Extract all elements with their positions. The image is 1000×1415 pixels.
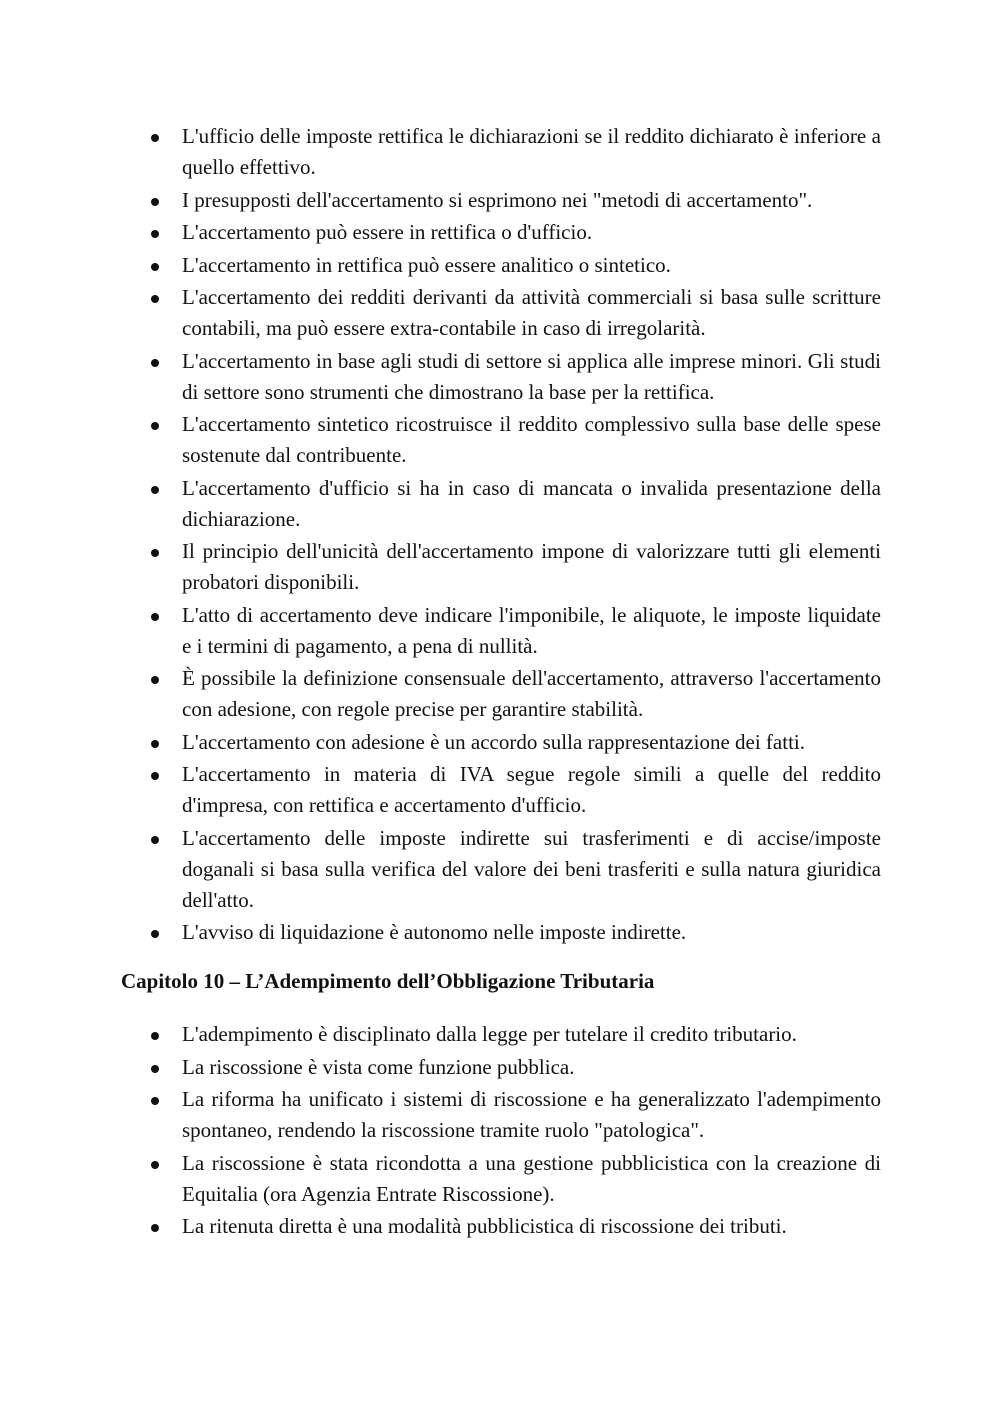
list-item-text: L'accertamento d'ufficio si ha in caso di mancata o invalida presentazione della dichiarazione. [182,475,881,531]
bullet-icon [151,198,159,206]
list-item-text: L'ufficio delle imposte rettifica le dichiarazioni se il reddito dichiarato è inferiore a quello effettivo. [182,124,881,179]
list-item-text: L'accertamento sintetico ricostruisce il reddito complessivo sulla base delle spese sostenute dal contribuente. [182,412,881,467]
list-item [121,600,881,662]
list-item-text: L'accertamento in base agli studi di settore si applica alle imprese minori. Gli studi di settore sono strumenti che dimostrano la base per la rettifica. [182,348,881,404]
list-item [121,759,881,821]
bullet-icon [151,1065,159,1073]
list-item-text: L'avviso di liquidazione è autonomo nelle imposte indirette. [182,920,687,944]
list-item [121,536,881,598]
list-item-text: L'accertamento con adesione è un accordo sulla rappresentazione dei fatti. [182,729,805,754]
list-item-text: L'adempimento è disciplinato dalla legge per tutelare il credito tributario. [182,1022,797,1046]
list-item-text: L'accertamento in rettifica può essere analitico o sintetico. [182,252,671,277]
list-item [121,1052,881,1083]
bullet-icon [151,740,159,748]
list-item-text: La riscossione è vista come funzione pubblica. [182,1054,575,1079]
list-item-text: La riscossione è stata ricondotta a una gestione pubblicistica con la creazione di Equitalia (ora Agenzia Entrate Riscossione). [182,1150,881,1206]
bullet-icon [151,930,159,938]
list-item [121,1084,881,1146]
list-item-text: L'accertamento può essere in rettifica o d'ufficio. [182,220,593,244]
bullet-icon [151,836,159,844]
list-item-text: Il principio dell'unicità dell'accertamento impone di valorizzare tutti gli elementi probatori disponibili. [182,539,881,594]
chapter-heading: Capitolo 10 – L’Adempimento dell’Obbligazione Tributaria [121,969,655,993]
bullet-icon [151,676,159,684]
bullet-icon [151,613,159,621]
list-item-text: L'accertamento in materia di IVA segue regole simili a quelle del reddito d'impresa, con rettifica e accertamento d'ufficio. [182,762,881,817]
bullet-icon [151,549,159,557]
list-item [121,1211,881,1242]
bullet-icon [151,263,159,271]
list-item [121,473,881,535]
list-item-text: L'accertamento dei redditi derivanti da attività commerciali si basa sulle scritture contabili, ma può essere extra-contabile in caso di irregolarità. [182,285,881,340]
bullet-icon [151,1032,159,1040]
list-item [121,346,881,408]
list-item [121,250,881,281]
list-item [121,409,881,471]
list-item [121,217,881,248]
page-content [121,121,881,1244]
list-item-text: L'accertamento delle imposte indirette sui trasferimenti e di accise/imposte doganali si basa sulla verifica del valore dei beni trasferiti e sulla natura giuridica dell'atto. [182,825,881,912]
list-item [121,282,881,344]
list-item-text: La ritenuta diretta è una modalità pubblicistica di riscossione dei tributi. [182,1214,787,1238]
bullet-icon [151,230,159,238]
list-item [121,1019,881,1050]
bullet-icon [151,1224,159,1232]
list-item [121,1148,881,1210]
bullet-icon [151,486,159,494]
bullet-icon [151,134,159,142]
list-item-text: I presupposti dell'accertamento si esprimono nei "metodi di accertamento". [182,187,813,212]
adempimento-bullet-list [121,1019,881,1242]
list-item [121,823,881,916]
list-item [121,663,881,725]
bullet-icon [151,359,159,367]
bullet-icon [151,772,159,780]
list-item [121,185,881,216]
list-item-text: La riforma ha unificato i sistemi di riscossione e ha generalizzato l'adempimento spontaneo, rendendo la riscossione tramite ruolo "patologica". [182,1087,881,1142]
bullet-icon [151,1097,159,1105]
bullet-icon [151,422,159,430]
list-item-text: È possibile la definizione consensuale dell'accertamento, attraverso l'accertamento con adesione, con regole precise per garantire stabilità. [182,666,881,721]
bullet-icon [151,295,159,303]
accertamento-bullet-list [121,121,881,948]
list-item [121,917,881,948]
list-item [121,727,881,758]
list-item-text: L'atto di accertamento deve indicare l'imponibile, le aliquote, le imposte liquidate e i termini di pagamento, a pena di nullità. [182,602,881,658]
bullet-icon [151,1161,159,1169]
list-item [121,121,881,183]
